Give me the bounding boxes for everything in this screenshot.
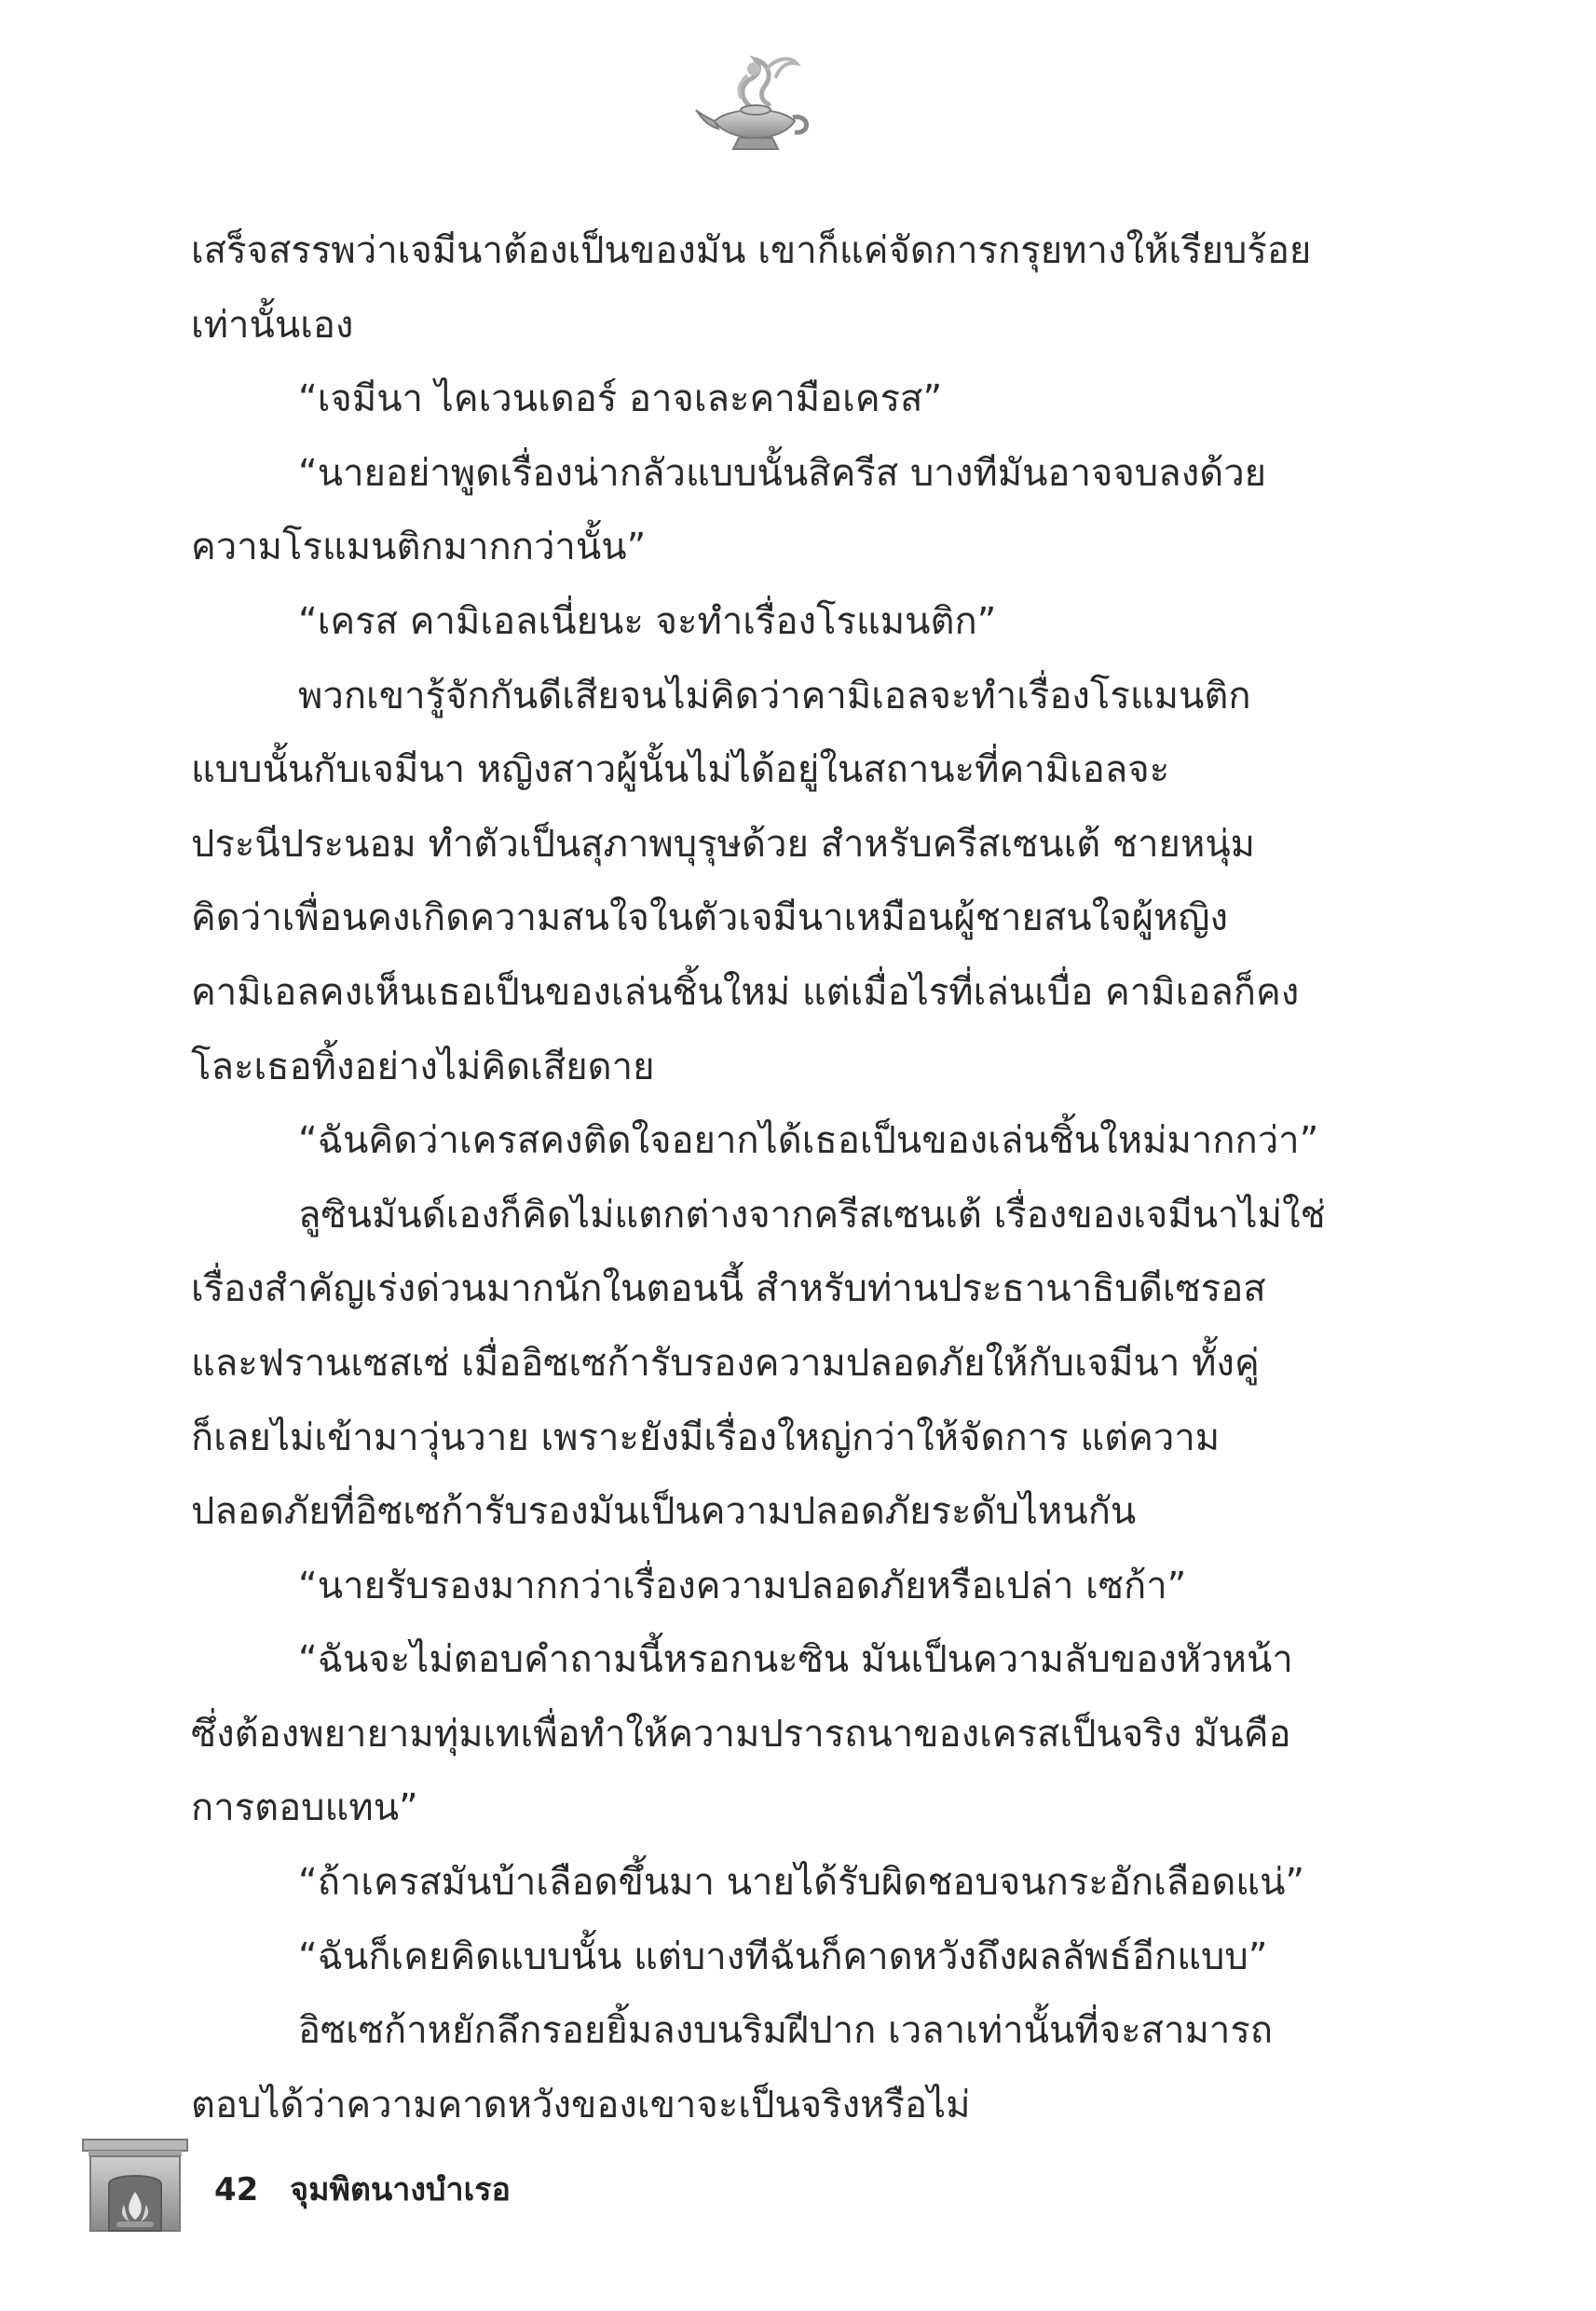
- text-line: “นายรับรองมากกว่าเรื่องความปลอดภัยหรือเปล่า เซก้า”: [298, 1564, 1187, 1607]
- text-line: “นายอย่าพูดเรื่องน่ากลัวแบบนั้นสิครีส บางทีมันอาจจบลงด้วย: [298, 451, 1267, 495]
- text-line: “ฉันจะไม่ตอบคำถามนี้หรอกนะซิน มันเป็นความลับของหัวหน้า: [298, 1638, 1293, 1682]
- text-line: “ฉันก็เคยคิดแบบนั้น แต่บางทีฉันก็คาดหวังถึงผลลัพธ์อีกแบบ”: [298, 1935, 1268, 1978]
- page-number: 42: [214, 2171, 259, 2208]
- fireplace-icon: [79, 2134, 191, 2235]
- text-line: ปลอดภัยที่อิซเซก้ารับรองมันเป็นความปลอดภัยระดับไหนกัน: [191, 1490, 1137, 1534]
- text-line: อิซเซก้าหยักลึกรอยยิ้มลงบนริมฝีปาก เวลาเท่านั้นที่จะสามารถ: [298, 2009, 1274, 2053]
- text-line: เรื่องสำคัญเร่งด่วนมากนักในตอนนี้ สำหรับท่านประธานาธิบดีเซรอส: [191, 1267, 1266, 1311]
- text-line: “เครส คามิเอลเนี่ยนะ จะทำเรื่องโรแมนติก”: [298, 599, 997, 643]
- text-line: เสร็จสรรพว่าเจมีนาต้องเป็นของมัน เขาก็แค่จัดการกรุยทางให้เรียบร้อย: [191, 229, 1312, 272]
- text-line: “ถ้าเครสมันบ้าเลือดขึ้นมา นายได้รับผิดชอบจนกระอักเลือดแน่”: [298, 1861, 1305, 1905]
- book-title: จุมพิตนางบำเรอ: [290, 2171, 511, 2208]
- text-line: แบบนั้นกับเจมีนา หญิงสาวผู้นั้นไม่ได้อยู่ในสถานะที่คามิเอลจะ: [191, 748, 1170, 792]
- text-line: ซึ่งต้องพยายามทุ่มเทเพื่อทำให้ความปรารถนาของเครสเป็นจริง มันคือ: [191, 1712, 1291, 1756]
- text-line: ก็เลยไม่เข้ามาวุ่นวาย เพราะยังมีเรื่องใหญ่กว่าให้จัดการ แต่ความ: [191, 1415, 1221, 1459]
- text-line: ความโรแมนติกมากกว่านั้น”: [191, 526, 647, 569]
- text-line: การตอบแทน”: [191, 1786, 418, 1830]
- text-line: ตอบได้ว่าความคาดหวังของเขาจะเป็นจริงหรือไม่: [191, 2083, 971, 2126]
- footer: [214, 2164, 511, 2214]
- body-text: [191, 214, 1374, 2142]
- genie-lamp-icon: [694, 48, 815, 158]
- text-line: เท่านั้นเอง: [191, 303, 354, 347]
- text-line: “เจมีนา ไคเวนเดอร์ อาจเละคามือเครส”: [298, 377, 943, 421]
- text-line: โละเธอทิ้งอย่างไม่คิดเสียดาย: [191, 1045, 655, 1088]
- text-line: คามิเอลคงเห็นเธอเป็นของเล่นชิ้นใหม่ แต่เมื่อไรที่เล่นเบื่อ คามิเอลก็คง: [191, 970, 1300, 1014]
- text-line: ลูซินมันด์เองก็คิดไม่แตกต่างจากครีสเซนเต้ เรื่องของเจมีนาไม่ใช่: [298, 1193, 1326, 1237]
- text-line: ประนีประนอม ทำตัวเป็นสุภาพบุรุษด้วย สำหรับครีสเซนเต้ ชายหนุ่ม: [191, 822, 1256, 866]
- text-line: คิดว่าเพื่อนคงเกิดความสนใจในตัวเจมีนาเหมือนผู้ชายสนใจผู้หญิง: [191, 896, 1228, 940]
- text-line: พวกเขารู้จักกันดีเสียจนไม่คิดว่าคามิเอลจะทำเรื่องโรแมนติก: [298, 674, 1251, 718]
- text-line: และฟรานเซสเซ่ เมื่ออิซเซก้ารับรองความปลอดภัยให้กับเจมีนา ทั้งคู่: [191, 1341, 1260, 1385]
- text-line: “ฉันคิดว่าเครสคงติดใจอยากได้เธอเป็นของเล่นชิ้นใหม่มากกว่า”: [298, 1119, 1319, 1163]
